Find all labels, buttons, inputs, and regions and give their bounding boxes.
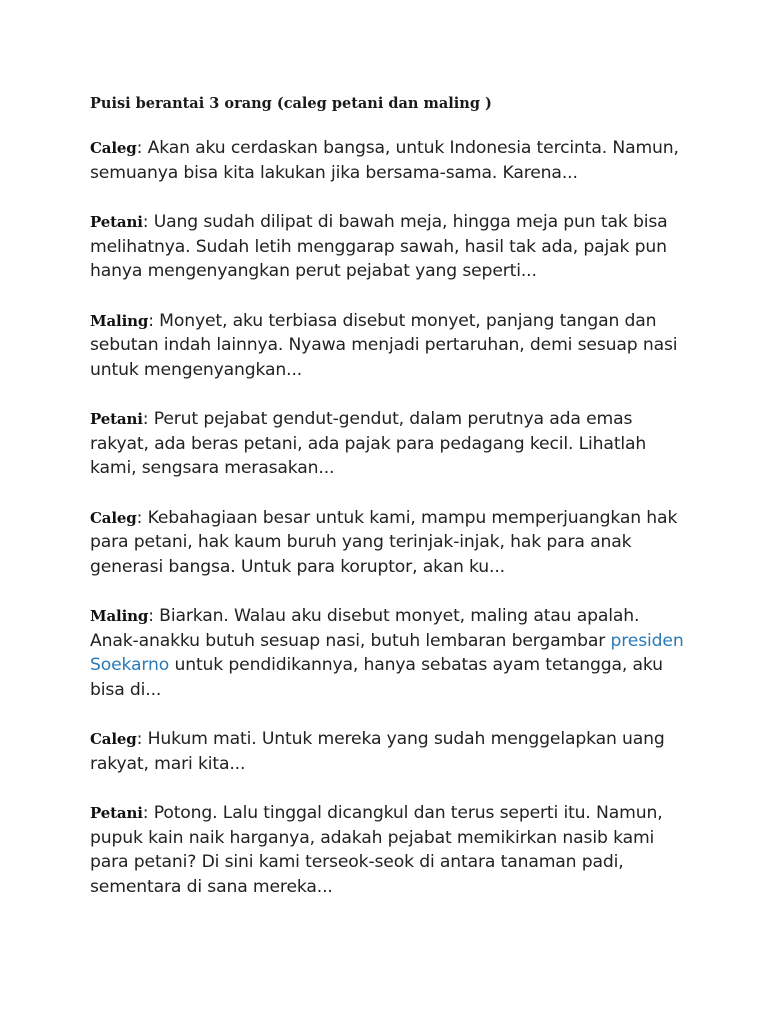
stanza-text: : Kebahagiaan besar untuk kami, mampu memperjuangkan hak para petani, hak kaum buruh yang terinjak-injak, hak para anak generasi bangsa. Untuk para koruptor, akan ku... — [90, 507, 678, 577]
speaker-label: Maling — [90, 311, 149, 330]
speaker-label: Caleg — [90, 508, 137, 527]
stanza-text: : Perut pejabat gendut-gendut, dalam perutnya ada emas rakyat, ada beras petani, ada pajak para pedagang kecil. Lihatlah kami, sengsara merasakan... — [90, 409, 647, 478]
stanza-text: : Potong. Lalu tinggal dicangkul dan terus seperti itu. Namun, pupuk kain naik harganya, adakah pejabat memikirkan nasib kami para petani? Di sini kami terseok-seok di antara tanaman padi, sementara di sana mereka... — [90, 803, 663, 897]
stanza-text: : Uang sudah dilipat di bawah meja, hingga meja pun tak bisa melihatnya. Sudah letih menggarap sawah, hasil tak ada, pajak pun hanya mengenyangkan perut pejabat yang seperti... — [90, 212, 668, 281]
stanza-text-after-link: untuk pendidikannya, hanya sebatas ayam tetangga, aku bisa di... — [90, 655, 663, 700]
stanza-petani-1 — [90, 210, 690, 284]
stanza-caleg-3 — [90, 727, 690, 776]
speaker-label: Caleg — [90, 139, 137, 157]
poem-title: Puisi berantai 3 orang (caleg petani dan maling ) — [90, 95, 492, 112]
speaker-label: Petani — [90, 410, 143, 428]
stanza-maling-2 — [90, 604, 690, 702]
stanza-petani-3 — [90, 801, 690, 899]
speaker-label: Caleg — [90, 730, 137, 748]
speaker-label: Maling — [90, 607, 149, 625]
stanza-caleg-1 — [90, 136, 690, 185]
presiden-soekarno-link[interactable]: presiden Soekarno — [90, 630, 684, 675]
stanza-petani-2 — [90, 407, 690, 481]
speaker-label: Petani — [90, 804, 143, 822]
stanza-text-before-link: : Biarkan. Walau aku disebut monyet, maling atau apalah. Anak-anakku butuh sesuap nasi, butuh lembaran bergambar — [90, 606, 640, 651]
stanza-text: : Akan aku cerdaskan bangsa, untuk Indonesia tercinta. Namun, semuanya bisa kita lakukan jika bersama-sama. Karena... — [90, 138, 679, 183]
speaker-label: Petani — [90, 213, 143, 231]
stanza-maling-1 — [90, 309, 690, 383]
document-page — [90, 92, 690, 924]
stanza-text: : Monyet, aku terbiasa disebut monyet, panjang tangan dan sebutan indah lainnya. Nyawa menjadi pertaruhan, demi sesuap nasi untuk mengenyangkan... — [90, 310, 678, 380]
stanza-caleg-2 — [90, 506, 690, 580]
stanza-text: : Hukum mati. Untuk mereka yang sudah menggelapkan uang rakyat, mari kita... — [90, 729, 665, 774]
